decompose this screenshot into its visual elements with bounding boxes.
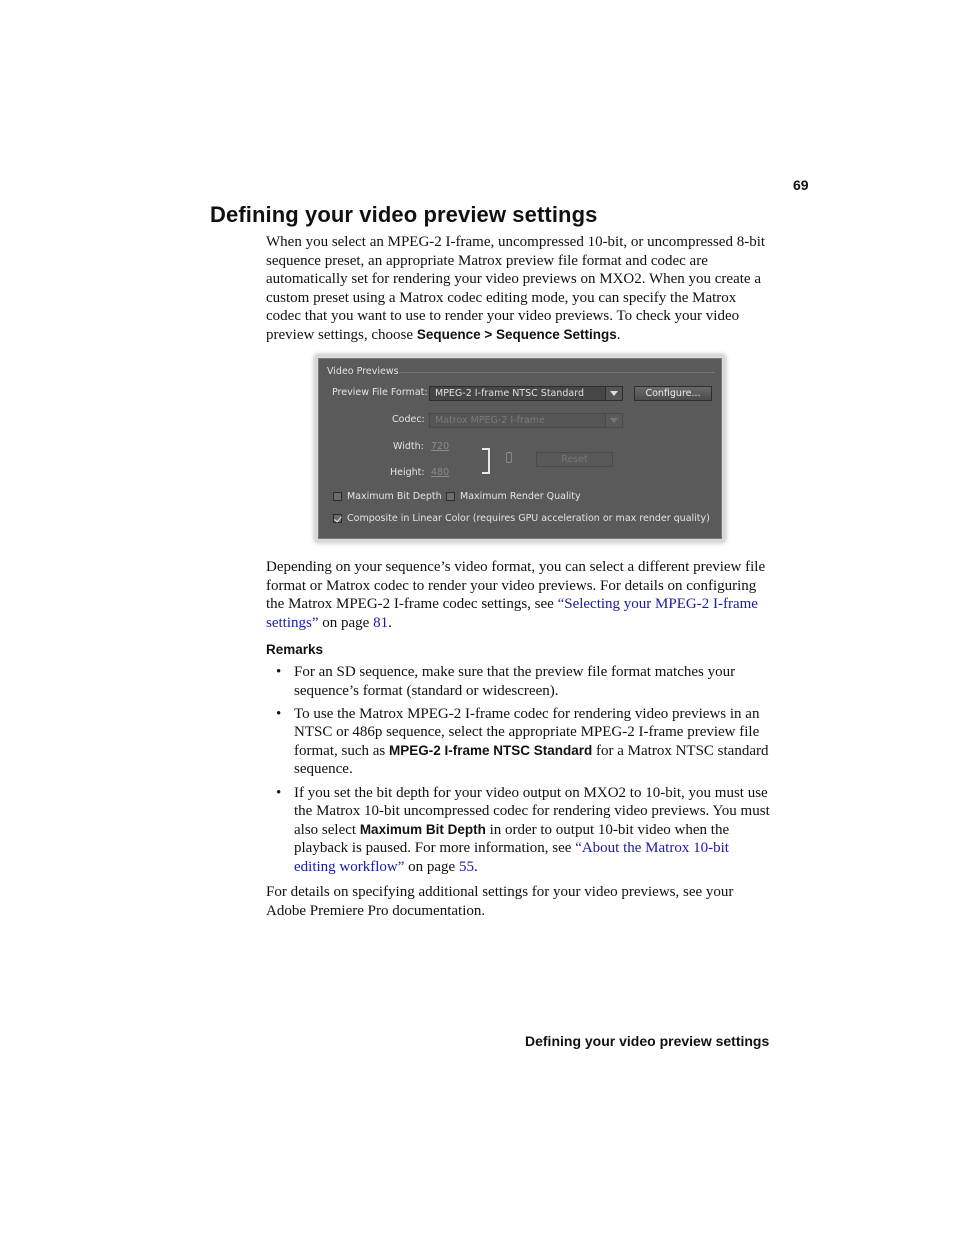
bullet-glyph: • [276, 705, 282, 722]
list-item [266, 663, 772, 700]
bullet-text: If you set the bit depth for your video output on MXO2 to 10-bit, you must use the Matrox 10-bit uncompressed codec for rendering video previews. You must also select [294, 784, 770, 838]
menu-path: Sequence > Sequence Settings [416, 326, 617, 342]
page-81-link[interactable]: 81 [373, 614, 389, 631]
para2-end: . [388, 614, 392, 631]
bullet-text: . [473, 858, 478, 875]
bullet-text: To use the Matrox MPEG-2 I-frame codec for rendering video previews in an NTSC or 486p sequence, select the appropriate MPEG-2 I-frame preview file format, such as [294, 705, 760, 759]
closing-paragraph: For details on specifying additional settings for your video previews, see your Adobe Premiere Pro documentation. [266, 884, 734, 919]
reset-button[interactable]: Reset [536, 452, 613, 467]
bullet-text: for a Matrox NTSC standard sequence. [294, 742, 769, 778]
preview-file-format-value: MPEG-2 I-frame NTSC Standard [435, 388, 585, 399]
chevron-down-icon[interactable] [605, 414, 622, 427]
bullet-glyph: • [276, 784, 282, 801]
width-label: Width: [393, 441, 424, 452]
list-item [266, 705, 772, 779]
section-heading: Defining your video preview settings [210, 202, 598, 227]
intro-paragraph [266, 233, 772, 345]
preview-file-format-label: Preview File Format: [332, 387, 428, 398]
height-label: Height: [390, 467, 425, 478]
max-bit-depth-label: Maximum Bit Depth [347, 491, 442, 502]
max-render-quality-label: Maximum Render Quality [460, 491, 581, 502]
preview-file-format-select[interactable] [429, 386, 623, 401]
composite-linear-color-checkbox[interactable] [333, 514, 342, 523]
video-previews-dialog [318, 358, 722, 539]
configure-button[interactable]: Configure... [634, 386, 712, 401]
page-number: 69 [793, 177, 809, 193]
bullet-text: For an SD sequence, make sure that the preview file format matches your sequence’s format (standard or widescreen). [294, 664, 736, 699]
codec-label: Codec: [392, 414, 425, 425]
group-title: Video Previews [327, 366, 399, 377]
intro-end: . [616, 326, 621, 343]
bullet-text: on page [404, 858, 459, 875]
intro-text: When you select an MPEG-2 I-frame, uncompressed 10-bit, or uncompressed 8-bit sequence preset, an appropriate Matrox preview file format and codec are automatically set for rendering your video previews on MXO2. When you create a custom preset using a Matrox codec editing mode, you can specify the Matrox codec that you want to use to render your video previews. To check your video preview settings, choose [266, 234, 766, 343]
preset-name: MPEG-2 I-frame NTSC Standard [388, 742, 593, 758]
list-item [266, 784, 772, 877]
height-value[interactable]: 480 [431, 467, 450, 478]
max-render-quality-checkbox[interactable] [446, 492, 455, 501]
composite-linear-color-label: Composite in Linear Color (requires GPU acceleration or max render quality) [347, 513, 710, 524]
remarks-heading: Remarks [266, 642, 324, 657]
bullet-glyph: • [276, 664, 282, 680]
group-divider [399, 372, 715, 373]
running-footer: Defining your video preview settings [525, 1033, 770, 1049]
mpeg2-settings-link[interactable]: “Selecting your MPEG-2 I-frame settings” [266, 596, 758, 631]
format-paragraph [266, 558, 772, 632]
10bit-workflow-link[interactable]: “About the Matrox 10-bit editing workflow” [294, 840, 729, 875]
chain-link-icon[interactable] [506, 452, 512, 463]
remarks-list [266, 663, 772, 881]
chevron-down-icon[interactable] [605, 387, 622, 400]
option-name: Maximum Bit Depth [359, 821, 486, 837]
para2-text: Depending on your sequence’s video format, you can select a different preview file format or Matrox codec to render your video previews. For details on configuring the Matrox MPEG-2 I-frame codec settings, see [266, 559, 766, 613]
bullet-text: in order to output 10-bit video when the playback is paused. For more information, see [294, 821, 730, 857]
codec-value: Matrox MPEG-2 I-frame [435, 415, 545, 426]
aspect-link-bracket [482, 448, 490, 474]
codec-select[interactable] [429, 413, 623, 428]
width-value[interactable]: 720 [431, 441, 450, 452]
max-bit-depth-checkbox[interactable] [333, 492, 342, 501]
page-55-link[interactable]: 55 [458, 858, 474, 875]
para2-text-page: on page [318, 614, 374, 631]
